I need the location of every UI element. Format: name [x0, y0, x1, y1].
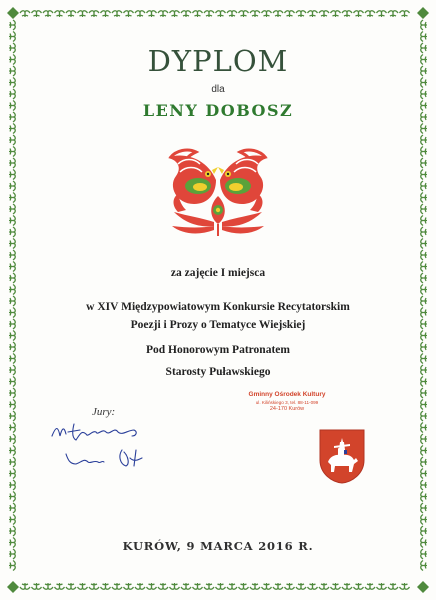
- kurow-coat-of-arms: [318, 428, 366, 484]
- border-leaf: [400, 583, 410, 589]
- border-leaf: [239, 11, 249, 17]
- border-leaf: [421, 32, 427, 42]
- border-leaf: [421, 469, 427, 479]
- border-leaf: [55, 583, 65, 589]
- border-leaf: [193, 583, 203, 589]
- border-leaf: [377, 583, 387, 589]
- stamp-address: ul. Kilińskiego 3, tel. 88-11-099: [255, 400, 319, 405]
- border-leaf: [421, 400, 427, 410]
- border-corner: [7, 7, 19, 19]
- border-leaf: [9, 411, 15, 421]
- left-rooster: [168, 150, 218, 204]
- border-leaf: [9, 446, 15, 456]
- border-leaf: [9, 388, 15, 398]
- border-leaf: [421, 388, 427, 398]
- border-leaf: [262, 11, 272, 17]
- border-leaf: [421, 135, 427, 145]
- border-leaf: [319, 11, 329, 17]
- border-leaf: [124, 11, 134, 17]
- border-leaf: [262, 583, 272, 589]
- border-leaf: [273, 11, 283, 17]
- border-leaf: [181, 583, 191, 589]
- border-leaf: [9, 216, 15, 226]
- border-leaf: [9, 561, 15, 571]
- border-leaf: [421, 423, 427, 433]
- border-leaf: [9, 377, 15, 387]
- border-leaf: [32, 583, 42, 589]
- border-leaf: [227, 11, 237, 17]
- border-leaf: [78, 11, 88, 17]
- border-leaf: [421, 193, 427, 203]
- stamp-postal: 24-170 Kurów: [269, 406, 305, 412]
- border-leaf: [421, 526, 427, 536]
- border-leaf: [9, 469, 15, 479]
- border-leaf: [9, 285, 15, 295]
- border-leaf: [421, 285, 427, 295]
- border-leaf: [9, 32, 15, 42]
- patronage-line-1: Pod Honorowym Patronatem: [146, 344, 290, 356]
- right-rooster: [218, 150, 268, 204]
- border-leaf: [421, 411, 427, 421]
- border-leaf: [388, 583, 398, 589]
- award-place: za zajęcie I miejsca: [170, 267, 266, 279]
- stamp-name: Gminny Ośrodek Kultury: [248, 391, 326, 398]
- border-leaf: [9, 227, 15, 237]
- border-leaf: [55, 11, 65, 17]
- border-leaf: [9, 181, 15, 191]
- border-leaf: [216, 583, 226, 589]
- border-leaf: [285, 583, 295, 589]
- border-leaf: [388, 11, 398, 17]
- border-leaf: [9, 400, 15, 410]
- border-leaf: [204, 11, 214, 17]
- border-leaf: [421, 503, 427, 513]
- place-and-date: KURÓW, 9 MARCA 2016 R.: [122, 539, 314, 553]
- border-leaf: [9, 147, 15, 157]
- border-leaf: [9, 170, 15, 180]
- border-leaf: [9, 492, 15, 502]
- border-leaf: [124, 583, 134, 589]
- border-leaf: [112, 11, 122, 17]
- border-leaf: [9, 239, 15, 249]
- border-leaf: [421, 239, 427, 249]
- institution-stamp: [226, 391, 348, 412]
- border-leaf: [9, 204, 15, 214]
- border-leaf: [135, 583, 145, 589]
- border-leaf: [331, 11, 341, 17]
- border-leaf: [9, 503, 15, 513]
- border-leaf: [204, 583, 214, 589]
- border-leaf: [421, 515, 427, 525]
- border-leaf: [342, 11, 352, 17]
- border-leaf: [421, 446, 427, 456]
- border-leaf: [421, 147, 427, 157]
- border-leaf: [9, 124, 15, 134]
- border-leaf: [342, 583, 352, 589]
- border-leaf: [250, 11, 260, 17]
- border-leaf: [9, 457, 15, 467]
- border-leaf: [101, 11, 111, 17]
- border-leaf: [9, 250, 15, 260]
- border-leaf: [89, 11, 99, 17]
- border-leaf: [421, 377, 427, 387]
- border-leaf: [421, 250, 427, 260]
- border-leaf: [365, 583, 375, 589]
- border-leaf: [354, 583, 364, 589]
- border-leaf: [89, 583, 99, 589]
- border-leaf: [20, 11, 30, 17]
- border-leaf: [296, 11, 306, 17]
- border-leaf: [421, 158, 427, 168]
- border-leaf: [216, 11, 226, 17]
- border-leaf: [193, 11, 203, 17]
- border-leaf: [9, 526, 15, 536]
- border-leaf: [331, 583, 341, 589]
- signature-2: [66, 454, 104, 464]
- border-leaf: [421, 492, 427, 502]
- border-leaf: [421, 124, 427, 134]
- border-leaf: [9, 423, 15, 433]
- contest-name-line-1: w XIV Międzypowiatowym Konkursie Recytatorskim: [86, 301, 350, 313]
- border-leaf: [377, 11, 387, 17]
- border-leaf: [400, 11, 410, 17]
- border-leaf: [181, 11, 191, 17]
- border-leaf: [9, 158, 15, 168]
- border-leaf: [9, 135, 15, 145]
- border-leaf: [9, 515, 15, 525]
- border-leaf: [421, 170, 427, 180]
- border-leaf: [421, 227, 427, 237]
- border-leaf: [285, 11, 295, 17]
- border-leaf: [112, 583, 122, 589]
- border-leaf: [421, 216, 427, 226]
- patronage-line-2: Starosty Puławskiego: [165, 366, 271, 378]
- border-leaf: [308, 583, 318, 589]
- border-leaf: [421, 480, 427, 490]
- border-leaf: [170, 11, 180, 17]
- border-leaf: [9, 193, 15, 203]
- border-leaf: [421, 457, 427, 467]
- border-leaf: [9, 480, 15, 490]
- border-leaf: [158, 11, 168, 17]
- border-leaf: [296, 583, 306, 589]
- border-leaf: [354, 11, 364, 17]
- border-leaf: [66, 583, 76, 589]
- border-leaf: [365, 11, 375, 17]
- border-leaf: [147, 11, 157, 17]
- border-leaf: [421, 181, 427, 191]
- border-leaf: [20, 583, 30, 589]
- border-leaf: [421, 434, 427, 444]
- border-leaf: [101, 583, 111, 589]
- border-leaf: [227, 583, 237, 589]
- border-leaf: [239, 583, 249, 589]
- diploma-title: DYPLOM: [147, 44, 289, 78]
- border-leaf: [421, 331, 427, 341]
- diploma-for-label: dla: [211, 84, 225, 95]
- border-leaf: [9, 331, 15, 341]
- border-leaf: [43, 11, 53, 17]
- border-leaf: [421, 20, 427, 30]
- jury-signatures: [48, 420, 158, 476]
- jury-label: Jury:: [92, 406, 116, 418]
- border-leaf: [319, 583, 329, 589]
- border-leaf: [273, 583, 283, 589]
- border-corner: [417, 7, 429, 19]
- border-corner: [417, 581, 429, 593]
- contest-name-line-2: Poezji i Prozy o Tematyce Wiejskiej: [130, 319, 306, 331]
- border-leaf: [421, 561, 427, 571]
- border-leaf: [158, 583, 168, 589]
- border-leaf: [170, 583, 180, 589]
- border-leaf: [147, 583, 157, 589]
- border-leaf: [9, 20, 15, 30]
- border-leaf: [9, 434, 15, 444]
- border-leaf: [421, 204, 427, 214]
- signature-3: [120, 450, 142, 466]
- border-leaf: [250, 583, 260, 589]
- border-leaf: [66, 11, 76, 17]
- folk-papercut-roosters: [158, 146, 278, 238]
- border-corner: [7, 581, 19, 593]
- border-leaf: [78, 583, 88, 589]
- recipient-name: LENY DOBOSZ: [142, 101, 294, 120]
- border-leaf: [43, 583, 53, 589]
- border-leaf: [308, 11, 318, 17]
- border-leaf: [32, 11, 42, 17]
- signature-1: [52, 424, 136, 440]
- border-leaf: [135, 11, 145, 17]
